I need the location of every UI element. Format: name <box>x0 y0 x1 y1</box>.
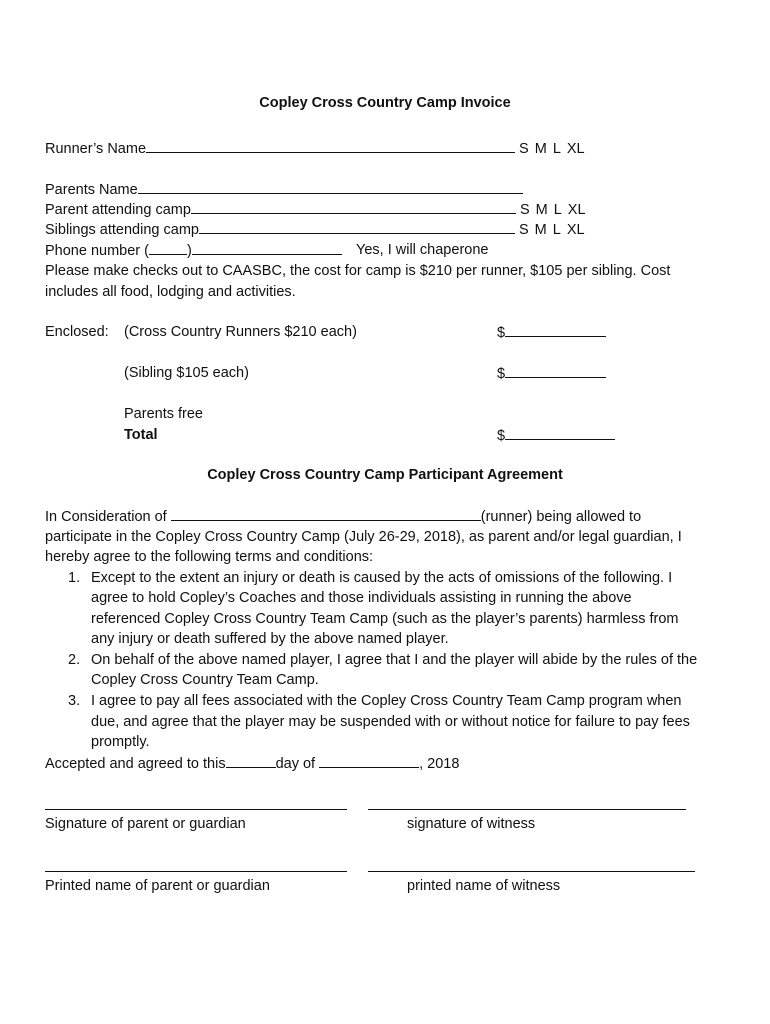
sibling-fee-field[interactable] <box>505 364 606 378</box>
runner-size-options <box>519 141 591 157</box>
sibling-fee-label: (Sibling $105 each) <box>124 365 249 381</box>
size-s[interactable]: S <box>519 141 529 157</box>
dollar-sign: $ <box>497 325 506 341</box>
enclosed-label: Enclosed: <box>45 324 109 340</box>
size-m[interactable]: M <box>534 141 547 157</box>
runners-fee-amount <box>497 323 606 342</box>
parent-attending-row <box>45 200 592 219</box>
parent-signature-label: Signature of parent or guardian <box>45 816 246 832</box>
siblings-attending-row <box>45 220 591 239</box>
total-field[interactable] <box>505 426 615 440</box>
runner-name-field[interactable] <box>171 507 481 521</box>
parent-attending-label: Parent attending camp <box>45 202 191 218</box>
term-1-number: 1. <box>68 570 81 586</box>
parents-name-row <box>45 180 523 199</box>
sibling-fee-amount <box>497 364 606 383</box>
term-2-line: Copley Cross Country Team Camp. <box>91 672 319 688</box>
runners-name-label: Runner’s Name <box>45 141 147 157</box>
term-1-line: Except to the extent an injury or death is caused by the acts of omissions of the following. I <box>91 570 673 586</box>
intro-start: In Consideration of <box>45 509 171 525</box>
accepted-month-field[interactable] <box>319 754 419 768</box>
parents-name-field[interactable] <box>138 180 523 194</box>
chaperone-label: Yes, I will chaperone <box>356 242 489 258</box>
total-label: Total <box>124 427 158 443</box>
invoice-title: Copley Cross Country Camp Invoice <box>259 95 511 111</box>
term-3-number: 3. <box>68 693 81 709</box>
witness-printed-name-line[interactable] <box>368 871 695 872</box>
checks-note-line2: includes all food, lodging and activities. <box>45 284 296 300</box>
parents-free-label: Parents free <box>124 406 203 422</box>
parent-size-options <box>520 202 592 218</box>
size-s[interactable]: S <box>519 202 530 218</box>
phone-label-close: ) <box>186 243 192 259</box>
agreement-intro-line2: participate in the Copley Cross Country Camp (July 26-29, 2018), as parent and/or legal guardian, I <box>45 529 682 545</box>
parent-printed-name-label: Printed name of parent or guardian <box>45 878 270 894</box>
accepted-end: , 2018 <box>419 756 460 772</box>
size-m[interactable]: M <box>534 222 547 238</box>
parent-attending-field[interactable] <box>191 200 516 214</box>
size-l[interactable]: L <box>553 202 562 218</box>
parent-printed-name-line[interactable] <box>45 871 347 872</box>
total-amount <box>497 426 615 445</box>
intro-end: (runner) being allowed to <box>480 509 642 525</box>
siblings-attending-label: Siblings attending camp <box>45 222 199 238</box>
checks-note-line1: Please make checks out to CAASBC, the cost for camp is $210 per runner, $105 per sibling. Cost <box>45 263 671 279</box>
accepted-mid: day of <box>275 756 320 772</box>
term-1-line: any injury or death suffered by the above named player. <box>91 631 449 647</box>
phone-label: Phone number ( <box>45 243 149 259</box>
phone-row <box>45 241 342 260</box>
runners-fee-label: (Cross Country Runners $210 each) <box>124 324 357 340</box>
dollar-sign: $ <box>497 428 506 444</box>
agreement-title: Copley Cross Country Camp Participant Agreement <box>207 467 563 483</box>
term-3-line: promptly. <box>91 734 150 750</box>
siblings-attending-field[interactable] <box>199 220 515 234</box>
witness-signature-label: signature of witness <box>407 816 536 832</box>
term-1-line: referenced Copley Cross Country Team Camp (such as the player’s parents) harmless from <box>91 611 679 627</box>
runners-name-field[interactable] <box>146 139 515 153</box>
term-3-line: I agree to pay all fees associated with the Copley Cross Country Team Camp program when <box>91 693 682 709</box>
parent-signature-line[interactable] <box>45 809 347 810</box>
runners-name-row <box>45 139 591 158</box>
size-l[interactable]: L <box>552 141 561 157</box>
agreement-intro-line1 <box>45 507 641 526</box>
phone-number-field[interactable] <box>192 241 342 255</box>
sibling-size-options <box>519 222 591 238</box>
term-3-line: due, and agree that the player may be suspended with or without notice for failure to pay fees <box>91 714 690 730</box>
accepted-row <box>45 754 459 773</box>
size-xl[interactable]: XL <box>566 222 585 238</box>
term-2-line: On behalf of the above named player, I agree that I and the player will abide by the rules of the <box>91 652 698 668</box>
witness-printed-name-label: printed name of witness <box>407 878 561 894</box>
size-xl[interactable]: XL <box>567 202 586 218</box>
term-1-line: agree to hold Copley’s Coaches and those individuals assisting in running the above <box>91 590 632 606</box>
accepted-start: Accepted and agreed to this <box>45 756 226 772</box>
dollar-sign: $ <box>497 366 506 382</box>
runners-fee-field[interactable] <box>505 323 606 337</box>
term-2-number: 2. <box>68 652 81 668</box>
size-xl[interactable]: XL <box>566 141 585 157</box>
size-l[interactable]: L <box>552 222 561 238</box>
accepted-day-field[interactable] <box>226 754 276 768</box>
phone-area-code-field[interactable] <box>149 241 187 255</box>
parents-name-label: Parents Name <box>45 182 138 198</box>
size-s[interactable]: S <box>519 222 529 238</box>
agreement-intro-line3: hereby agree to the following terms and conditions: <box>45 549 374 565</box>
size-m[interactable]: M <box>535 202 548 218</box>
witness-signature-line[interactable] <box>368 809 686 810</box>
